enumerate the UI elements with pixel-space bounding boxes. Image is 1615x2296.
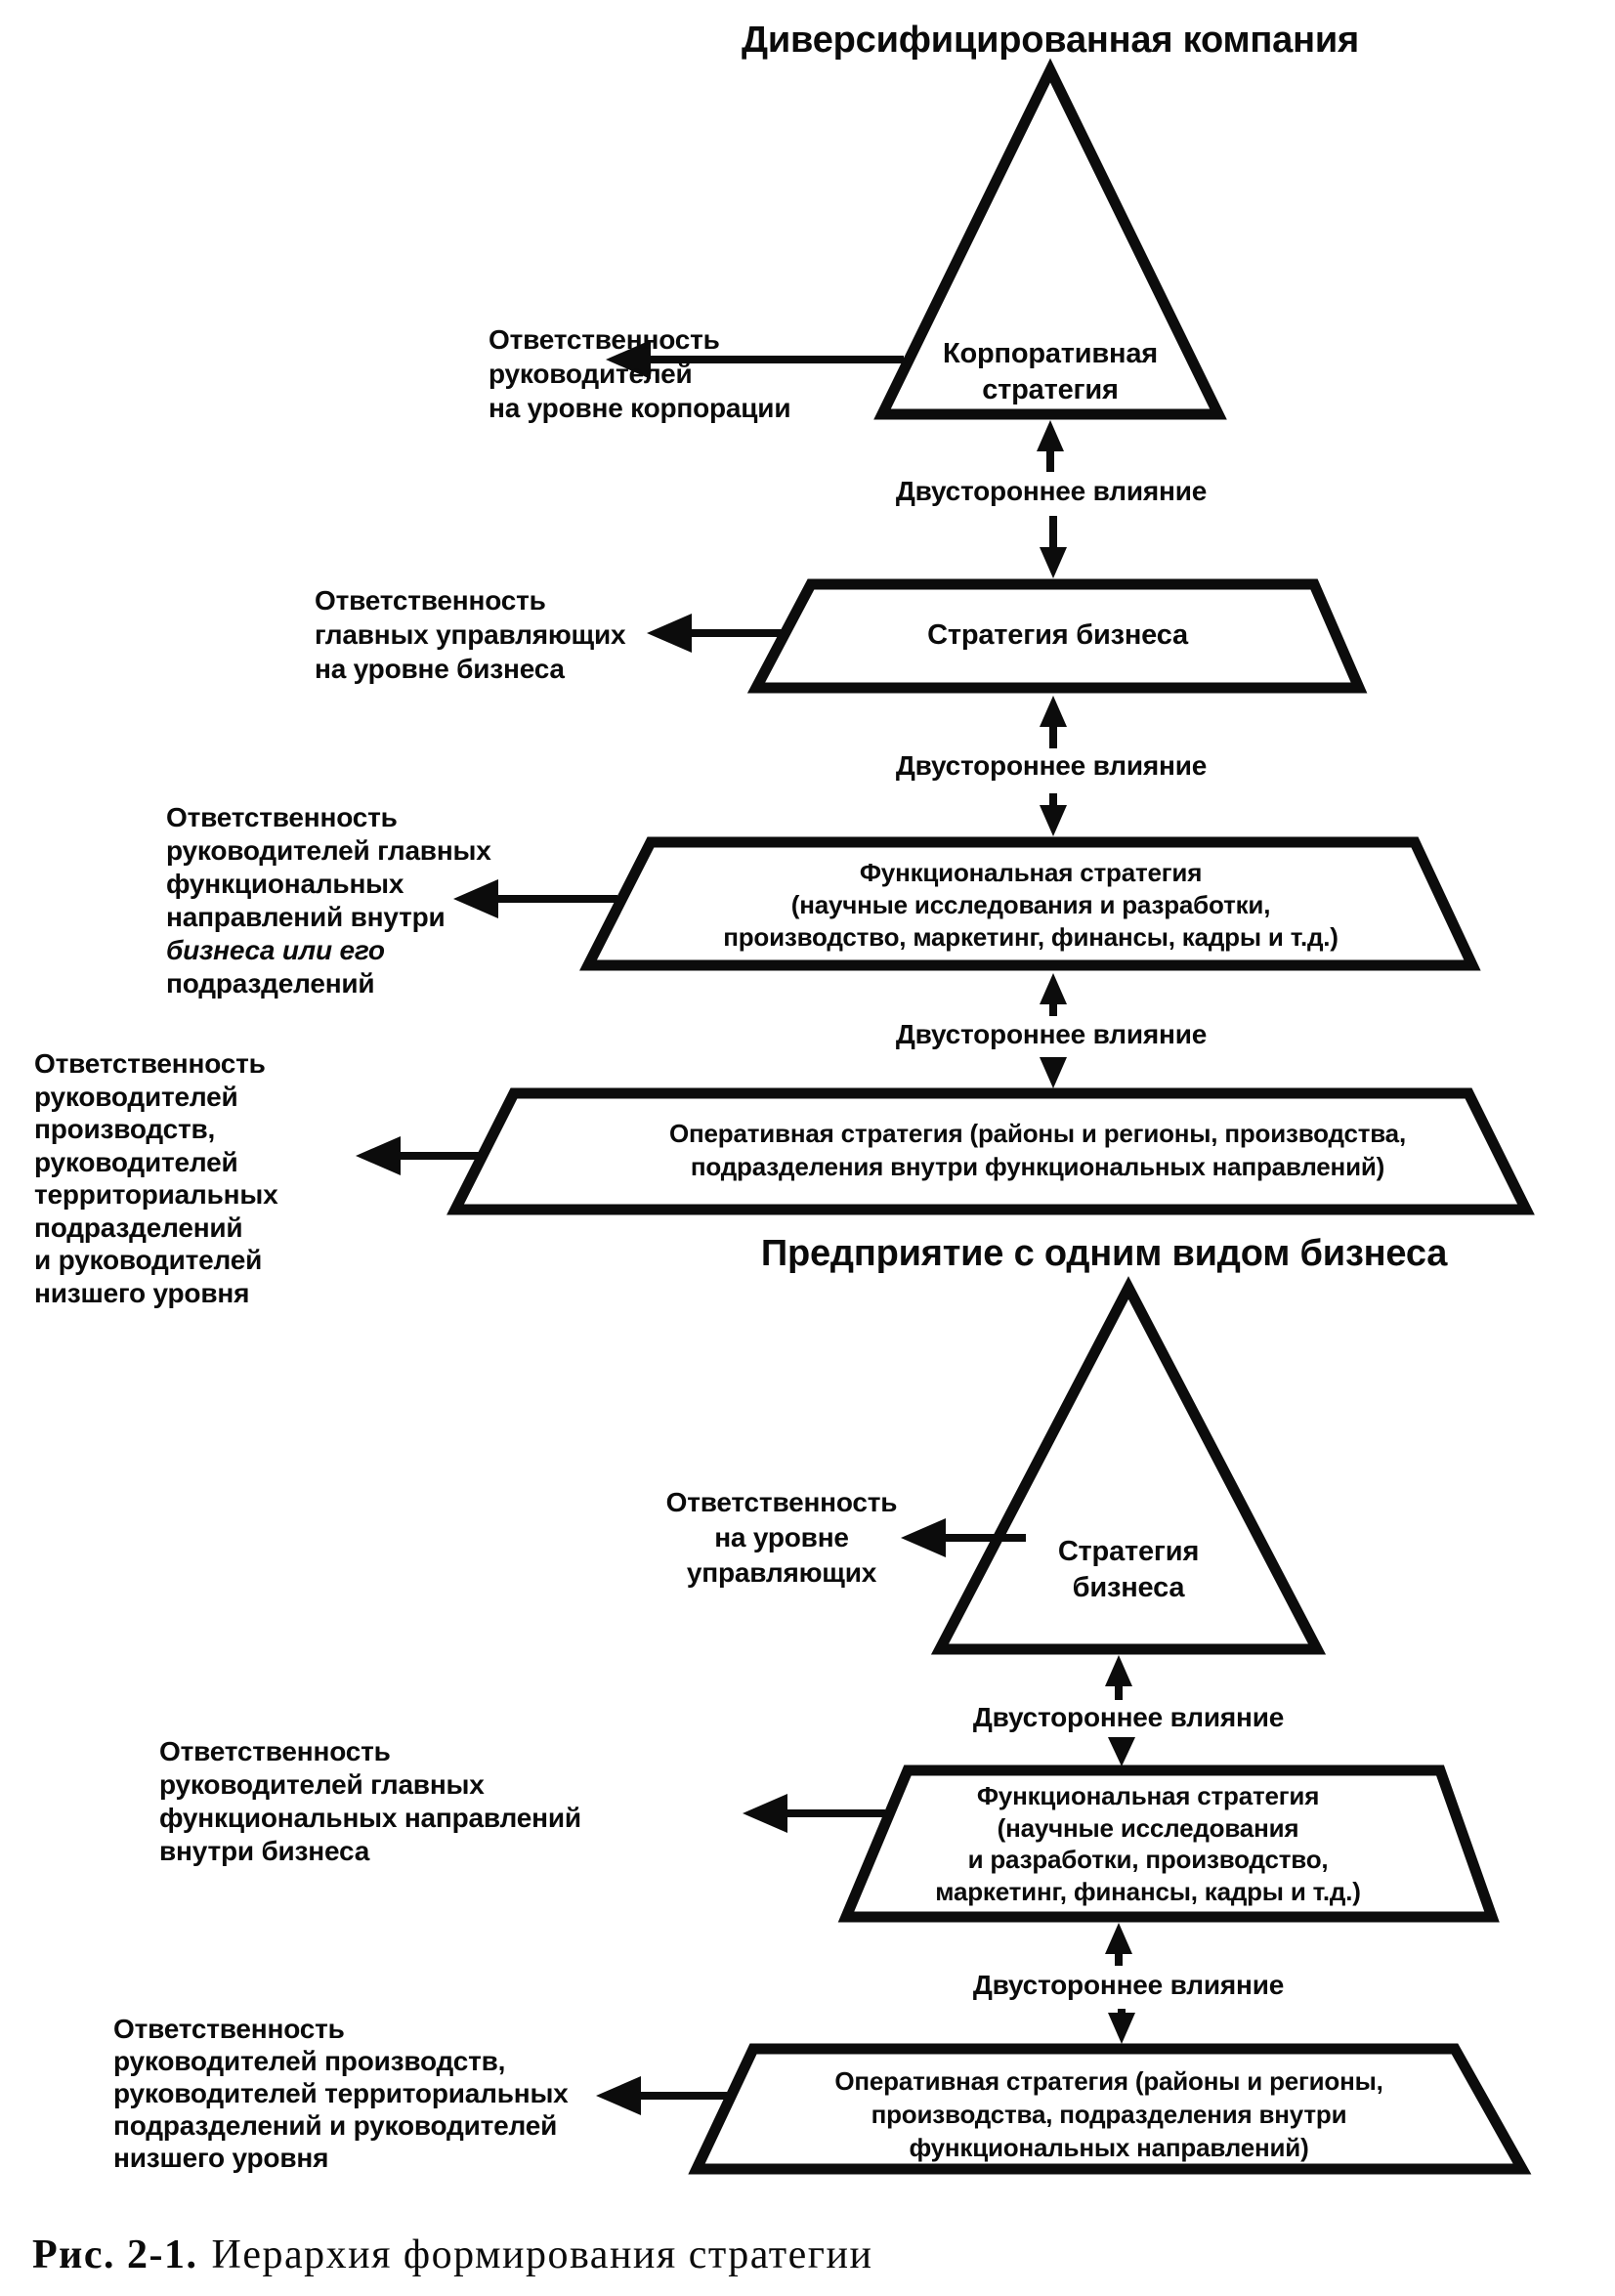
influence-label-3: Двустороннее влияние — [895, 1019, 1208, 1049]
resp-operational-label: Ответственность руководителей производств, руководителей территориальных подразделений и руководителей низшего уровня — [34, 1048, 278, 1308]
resp-functional-label: Ответственность руководителей главных функциональных направлений внутри бизнеса или его подразделений — [166, 802, 491, 999]
arrow-up-3-icon — [1040, 973, 1067, 1016]
resp-operational2-label: Ответственность руководителей производств, руководителей территориальных подразделений и руководителей низшего уровня — [113, 2014, 569, 2173]
figure-caption — [32, 2232, 872, 2278]
arrow-left-functional2-icon — [743, 1794, 885, 1833]
influence-label-5: Двустороннее влияние — [972, 1970, 1285, 2000]
resp-corporate-label: Ответственность руководителей на уровне корпорации — [489, 324, 791, 423]
arrow-down-5-icon — [1108, 2009, 1135, 2044]
arrow-up-5-icon — [1105, 1923, 1132, 1966]
section2-title: Предприятие с одним видом бизнеса — [760, 1233, 1448, 1274]
influence-label-1: Двустороннее влияние — [895, 476, 1208, 506]
arrow-left-operational2-icon — [596, 2076, 727, 2115]
arrow-left-business-icon — [647, 614, 782, 653]
section1-title: Диверсифицированная компания — [742, 20, 1359, 61]
corporate-strategy-label — [884, 336, 1216, 408]
influence-label-2: Двустороннее влияние — [895, 750, 1208, 781]
arrow-down-2-icon — [1040, 793, 1067, 836]
resp-managers-label: Ответственность на уровне управляющих — [665, 1487, 898, 1588]
functional-strategy2-label: Функциональная стратегия (научные исследования и разработки, производство, маркетинг, финансы, кадры и т.д.) — [935, 1781, 1361, 1906]
resp-functional2-label: Ответственность руководителей главных функциональных направлений внутри бизнеса — [159, 1736, 581, 1866]
arrow-up-2-icon — [1040, 696, 1067, 748]
resp-business-label: Ответственность главных управляющих на уровне бизнеса — [315, 585, 626, 684]
figure-number: Рис. 2-1. — [32, 2232, 198, 2277]
operational-strategy-label: Оперативная стратегия (районы и регионы, производства, подразделения внутри функциональных направлений) — [669, 1119, 1406, 1181]
functional-strategy-label: Функциональная стратегия (научные исследования и разработки, производство, маркетинг, финансы, кадры и т.д.) — [723, 858, 1339, 952]
arrow-down-4-icon — [1108, 1737, 1135, 1766]
corporate-strategy-line2: стратегия — [982, 374, 1119, 405]
arrow-down-1-icon — [1040, 516, 1067, 578]
arrow-up-1-icon — [1037, 420, 1064, 472]
corporate-strategy-line1: Корпоративная — [942, 338, 1159, 369]
arrow-up-4-icon — [1105, 1655, 1132, 1700]
figure-caption-text: Иерархия формирования стратегии — [211, 2232, 873, 2277]
operational-strategy2-label: Оперативная стратегия (районы и регионы, производства, подразделения внутри функциональных направлений) — [834, 2066, 1383, 2162]
business-strategy-label: Стратегия бизнеса — [927, 619, 1188, 651]
influence-label-4: Двустороннее влияние — [972, 1702, 1285, 1732]
arrow-down-3-icon — [1040, 1057, 1067, 1088]
business-strategy2-label: Стратегия бизнеса — [1057, 1536, 1200, 1603]
arrow-left-operational-icon — [356, 1136, 479, 1175]
